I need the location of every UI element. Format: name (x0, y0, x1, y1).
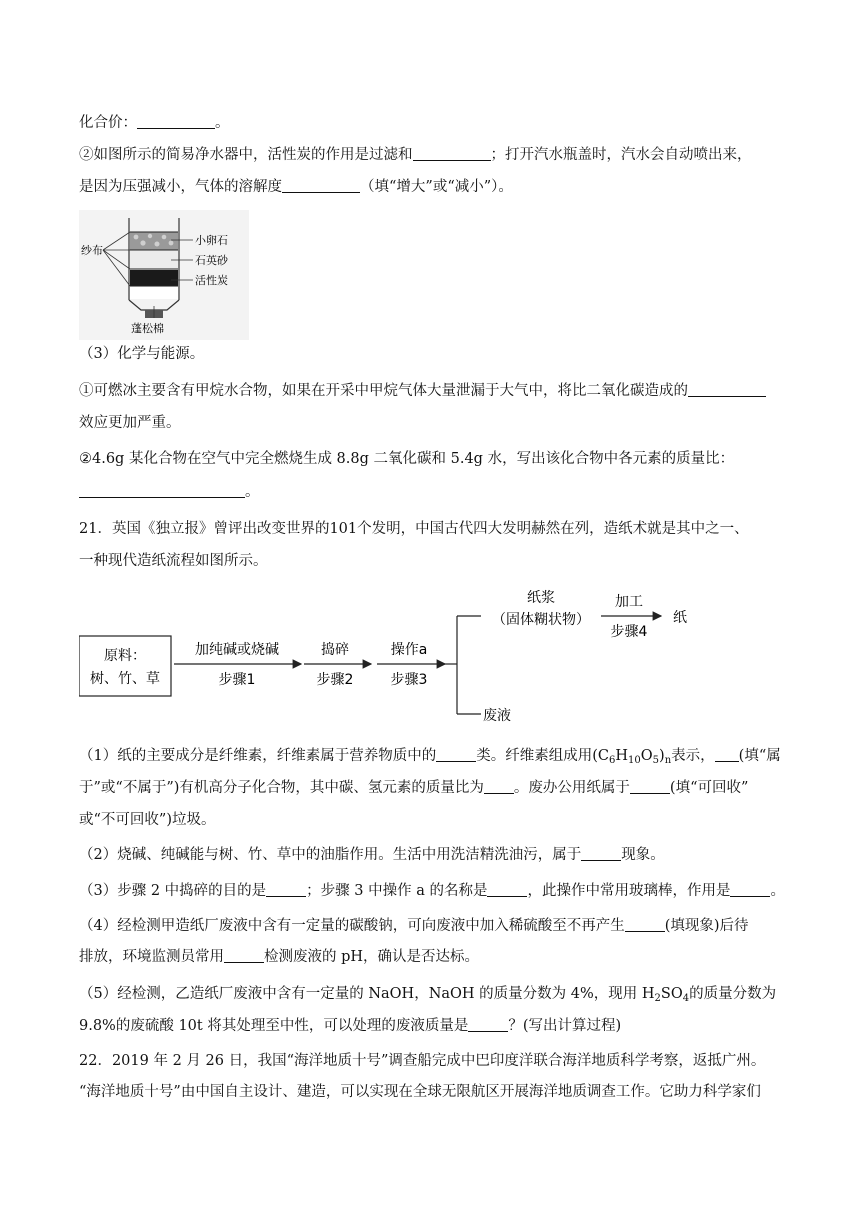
text: ) (659, 748, 665, 764)
subscript: 6 (609, 755, 616, 766)
q21-part3 (79, 880, 785, 902)
q21-part5-line2 (79, 1015, 621, 1037)
text: ？(写出计算过程) (508, 1018, 622, 1034)
text: O (640, 748, 653, 764)
answer-blank[interactable] (436, 746, 476, 762)
q20-line-solubility (79, 176, 513, 198)
answer-blank[interactable] (137, 113, 215, 129)
text: 表示， (671, 748, 715, 764)
step3-top: 操作a (390, 642, 428, 658)
water-purifier-figure (79, 210, 249, 340)
answer-blank[interactable] (487, 881, 527, 897)
paper-label: 纸 (673, 610, 687, 626)
text: 。 (245, 484, 260, 500)
text: 的质量分数为 (689, 986, 777, 1002)
text: ①可燃冰主要含有甲烷水合物，如果在开采中甲烷气体大量泄漏于大气中，将比二氧化碳造成的 (79, 383, 688, 399)
label-pebble: 小卵石 (195, 234, 228, 247)
raw-items: 树、竹、草 (90, 671, 160, 687)
subscript: 5 (652, 755, 660, 766)
answer-blank[interactable] (282, 177, 360, 193)
step3-bottom: 步骤3 (390, 672, 428, 688)
text: （4）经检测甲造纸厂废液中含有一定量的碳酸钠，可向废液中加入稀硫酸至不再产生 (79, 918, 625, 934)
text: （填“增大”或“减小”）。 (360, 179, 513, 195)
text: SO (660, 986, 683, 1002)
answer-blank[interactable] (266, 881, 306, 897)
answer-blank[interactable] (79, 482, 245, 498)
q21-intro-line1: 21．英国《独立报》曾评出改变世界的101个发明，中国古代四大发明赫然在列，造纸术就是其中之一、 (79, 521, 749, 537)
text: ②如图所示的简易净水器中，活性炭的作用是过滤和 (79, 147, 413, 163)
text: 。废办公用纸属于 (513, 780, 630, 796)
text: 排放，环境监测员常用 (79, 949, 224, 965)
text: (填现象)后待 (664, 918, 749, 934)
text: 于”或“不属于”)有机高分子化合物，其中碳、氢元素的质量比为 (79, 780, 484, 796)
answer-blank[interactable] (630, 778, 670, 794)
subscript: n (664, 755, 672, 766)
cotton-layer (130, 287, 178, 299)
quartz-sand-layer (130, 251, 178, 269)
text: 现象。 (621, 847, 665, 863)
q21-part4-line1 (79, 915, 749, 937)
answer-blank[interactable] (468, 1016, 508, 1032)
q21-part1-line1 (79, 745, 781, 772)
step2-top: 捣碎 (321, 642, 349, 658)
waste-label: 废液 (483, 708, 511, 724)
q20-line-ratio (79, 481, 260, 503)
q22-line1: 22．2019 年 2 月 26 日，我国“海洋地质十号”调查船完成中巴印度洋联合海洋地质科学考察，返抵广州。 (79, 1053, 766, 1069)
q20-part3-heading: （3）化学与能源。 (79, 346, 205, 362)
answer-blank[interactable] (581, 845, 621, 861)
answer-blank[interactable] (688, 381, 766, 397)
label-gauze: 纱布 (81, 244, 103, 257)
answer-blank[interactable] (730, 881, 770, 897)
text: 类。纤维素组成用(C (476, 748, 609, 764)
text: ，此操作中常用玻璃棒，作用是 (527, 883, 731, 899)
text: 9.8%的废硫酸 10t 将其处理至中性，可以处理的废液质量是 (79, 1018, 469, 1034)
text: 检测废液的 pH，确认是否达标。 (264, 949, 480, 965)
text: 。 (770, 883, 785, 899)
q20-line-combustion: ②4.6g 某化合物在空气中完全燃烧生成 8.8g 二氧化碳和 5.4g 水，写出该化合物中各元素的质量比： (79, 451, 735, 467)
subscript: 4 (682, 993, 690, 1004)
q21-part4-line2 (79, 946, 479, 968)
text: (填“可回收” (669, 780, 749, 796)
label-carbon: 活性炭 (195, 274, 228, 287)
text: H (615, 748, 629, 764)
step4-top: 加工 (615, 594, 643, 610)
q20-line-effect: 效应更加严重。 (79, 415, 181, 431)
step4-bottom: 步骤4 (610, 624, 648, 640)
q21-part1-line3: 或“不可回收”)垃圾。 (79, 812, 216, 828)
answer-blank[interactable] (625, 916, 665, 932)
step1-top: 加纯碱或烧碱 (195, 642, 279, 658)
text: 。 (215, 115, 230, 131)
text: （2）烧碱、纯碱能与树、竹、草中的油脂作用。生活中用洗洁精洗油污，属于 (79, 847, 582, 863)
pulp-note: （固体糊状物） (492, 612, 590, 628)
text: 化合价： (79, 115, 137, 131)
text: ；打开汽水瓶盖时，汽水会自动喷出来， (490, 147, 752, 163)
answer-blank[interactable] (224, 947, 264, 963)
q21-part5-line1 (79, 983, 776, 1010)
text: （5）经检测，乙造纸厂废液中含有一定量的 NaOH，NaOH 的质量分数为 4%，现用 H (79, 986, 655, 1002)
q20-line-methane (79, 380, 766, 402)
answer-blank[interactable] (484, 778, 514, 794)
step1-bottom: 步骤1 (218, 672, 256, 688)
answer-blank[interactable] (413, 145, 491, 161)
subscript: 2 (654, 993, 661, 1004)
papermaking-flowchart (79, 580, 719, 730)
step2-bottom: 步骤2 (316, 672, 354, 688)
q22-line2: “海洋地质十号”由中国自主设计、建造，可以实现在全球无限航区开展海洋地质调查工作。它助力科学家们 (79, 1084, 761, 1100)
q21-part1-line2 (79, 777, 748, 799)
raw-material-box (79, 636, 171, 696)
raw-title: 原料： (104, 648, 146, 664)
text: （1）纸的主要成分是纤维素，纤维素属于营养物质中的 (79, 748, 437, 764)
text: （3）步骤 2 中捣碎的目的是 (79, 883, 267, 899)
subscript: 10 (628, 755, 641, 766)
label-cotton: 蓬松棉 (131, 322, 164, 335)
activated-carbon-layer (130, 270, 178, 286)
label-quartz: 石英砂 (195, 254, 228, 267)
pulp-label: 纸浆 (527, 590, 555, 606)
q20-line-carbon (79, 144, 752, 166)
answer-blank[interactable] (715, 746, 739, 762)
text: ；步骤 3 中操作 a 的名称是 (306, 883, 488, 899)
q21-part2 (79, 844, 665, 866)
q21-intro-line2: 一种现代造纸流程如图所示。 (79, 553, 268, 569)
q20-line-valence (79, 112, 230, 134)
text: (填“属 (738, 748, 781, 764)
text: 是因为压强减小，气体的溶解度 (79, 179, 282, 195)
